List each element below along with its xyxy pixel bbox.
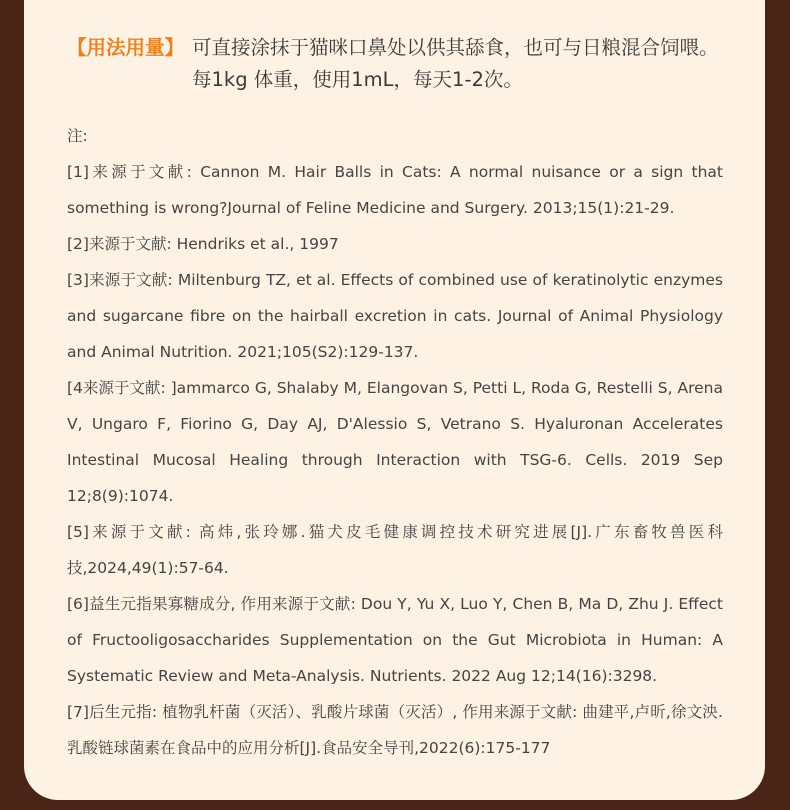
- references-section: [67, 118, 723, 766]
- usage-text: 可直接涂抹于猫咪口鼻处以供其舔食，也可与日粮混合饲喂。每1kg 体重，使用1mL，每天1-2次。: [192, 36, 719, 91]
- usage-label: 【用法用量】: [67, 36, 185, 59]
- reference-2: [2]来源于文献: Hendriks et al., 1997: [67, 235, 339, 253]
- reference-3: [3]来源于文献: Miltenburg TZ, et al. Effects of combined use of keratinolytic enzymes and sugarcane fibre on the hairball excretion in cats. Journal of Animal Physiology and Animal Nutrition. 2021;105(S2):129-137.: [67, 271, 723, 361]
- reference-1: [1]来源于文献: Cannon M. Hair Balls in Cats: A normal nuisance or a sign that something is wrong?Journal of Feline Medicine and Surgery. 2013;15(1):21-29.: [67, 163, 723, 217]
- reference-4: [4来源于文献: ]ammarco G, Shalaby M, Elangovan S, Petti L, Roda G, Restelli S, Arena V, Ungaro F, Fiorino G, Day AJ, D'Alessio S, Vetrano S. Hyaluronan Accelerates Intestinal Mucosal Healing through Interaction with TSG-6. Cells. 2019 Sep 12;8(9):1074.: [67, 379, 723, 505]
- reference-7: [7]后生元指: 植物乳杆菌（灭活）、乳酸片球菌（灭活）, 作用来源于文献: 曲建平,卢昕,徐文泱.乳酸链球菌素在食品中的应用分析[J].食品安全导刊,2022(6):175-177: [67, 703, 723, 757]
- reference-5: [5]来源于文献: 高炜,张玲娜.猫犬皮毛健康调控技术研究进展[J].广东畜牧兽医科技,2024,49(1):57-64.: [67, 523, 723, 577]
- usage-section: [67, 32, 727, 96]
- notes-heading: 注:: [67, 127, 88, 145]
- reference-6: [6]益生元指果寡糖成分, 作用来源于文献: Dou Y, Yu X, Luo Y, Chen B, Ma D, Zhu J. Effect of Fructooligosaccharides Supplementation on the Gut Microbiota in Human: A Systematic Review and Meta-Analysis. Nutrients. 2022 Aug 12;14(16):3298.: [67, 595, 723, 685]
